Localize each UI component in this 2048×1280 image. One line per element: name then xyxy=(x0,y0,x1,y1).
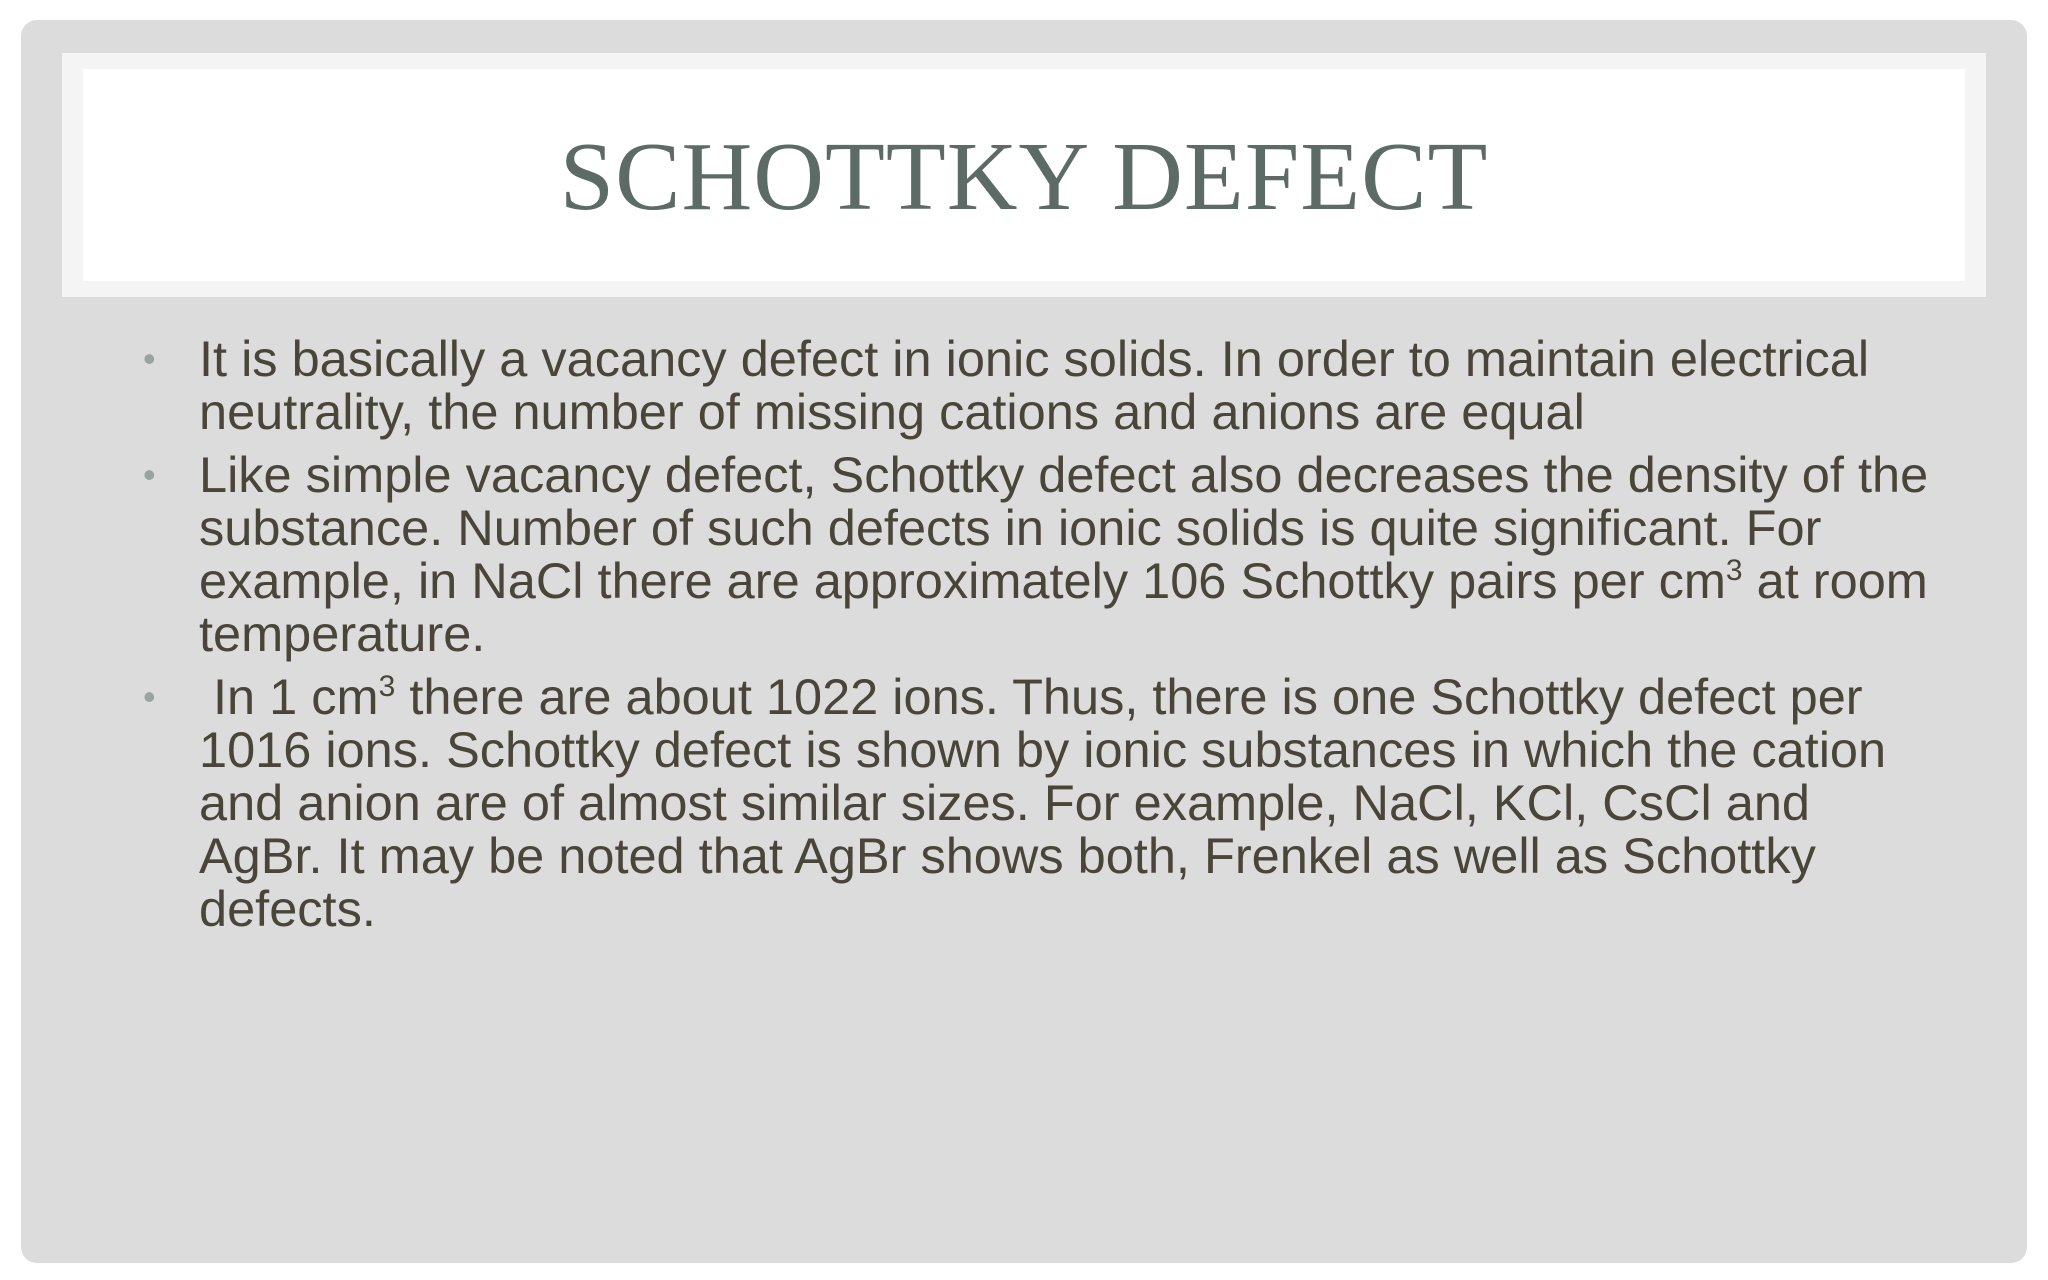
bullet-text: Like simple vacancy defect, Schottky defect also decreases the density of the substance. Number of such defects in ionic solids is quite significant. For example, in NaCl there are approximately 106 Schottky pairs per cm xyxy=(199,446,1929,609)
bullet-item-1 xyxy=(143,332,1933,438)
slide-title: SCHOTTKY DEFECT xyxy=(559,123,1489,231)
title-box xyxy=(83,69,1965,281)
bullet-text-continued: at room temperature. xyxy=(199,552,1928,662)
bullet-text-continued: there are about 1022 ions. Thus, there is one Schottky defect per 1016 ions. Schottky defect is shown by ionic substances in which the cation and anion are of almost similar sizes. For example, NaCl, KCl, CsCl and AgBr. It may be noted that AgBr shows both, Frenkel as well as Schottky defects. xyxy=(199,668,1887,937)
slide xyxy=(21,20,2027,1263)
bullet-icon: • xyxy=(143,454,156,495)
bullet-text: It is basically a vacancy defect in ionic solids. In order to maintain electrical neutrality, the number of missing cations and anions are equal xyxy=(199,330,1870,440)
bullet-item-2 xyxy=(143,448,1933,660)
superscript: 3 xyxy=(378,670,396,703)
bullet-item-3 xyxy=(143,670,1933,935)
bullet-icon: • xyxy=(143,338,156,379)
bullet-text: In 1 cm xyxy=(199,668,379,725)
slide-body xyxy=(143,332,1933,945)
bullet-icon: • xyxy=(143,676,156,717)
title-frame xyxy=(62,53,1986,297)
superscript: 3 xyxy=(1725,554,1743,587)
